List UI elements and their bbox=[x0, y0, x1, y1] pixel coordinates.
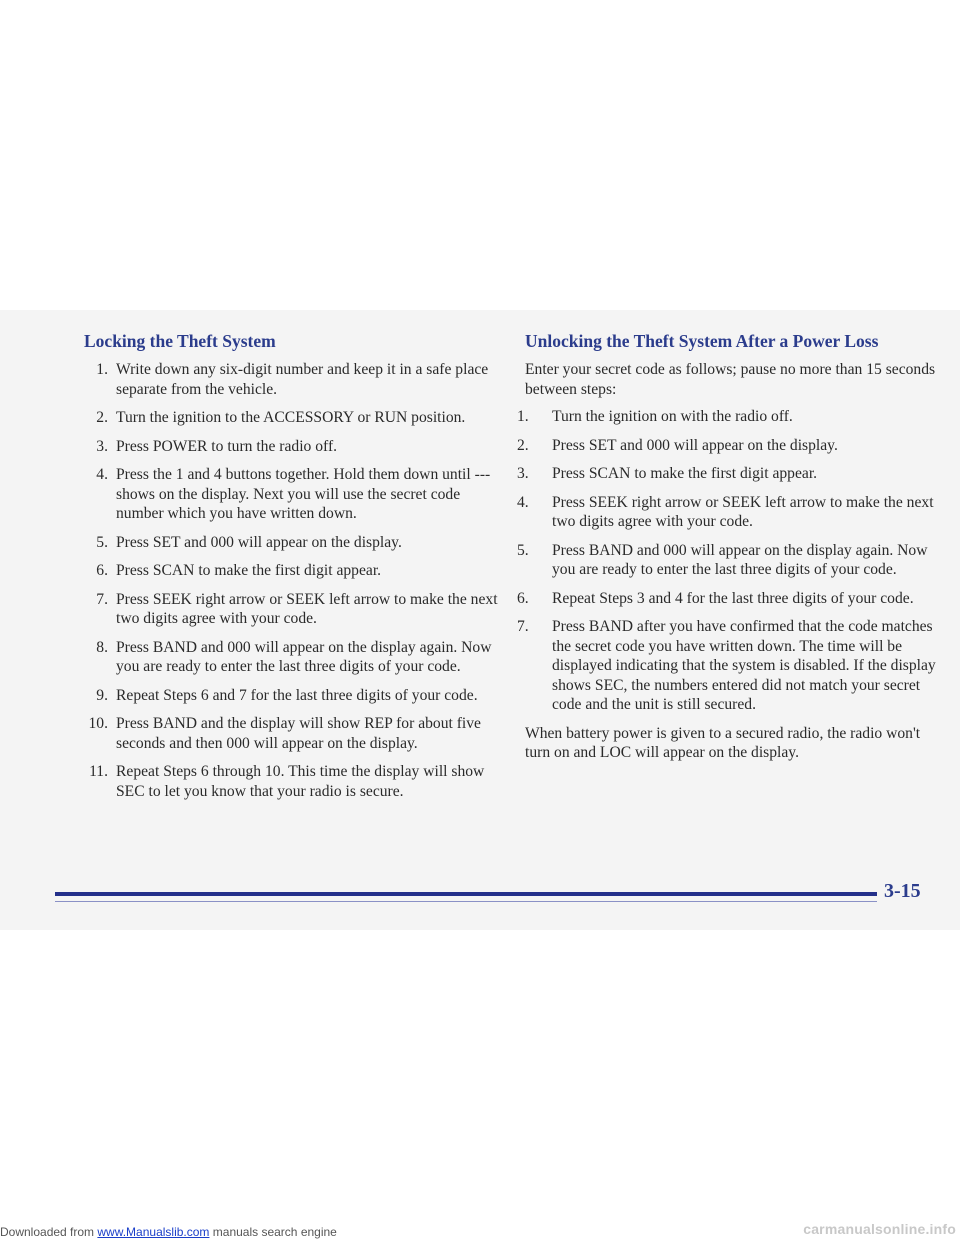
step-number: 9. bbox=[96, 686, 108, 704]
manual-page bbox=[0, 310, 960, 930]
step-number: 3. bbox=[517, 465, 529, 482]
list-item bbox=[517, 407, 940, 427]
list-item bbox=[84, 762, 502, 801]
download-suffix: manuals search engine bbox=[209, 1225, 337, 1239]
section-heading-locking: Locking the Theft System bbox=[84, 331, 276, 351]
list-item bbox=[517, 464, 940, 484]
watermark: carmanualsonline.info bbox=[803, 1221, 956, 1237]
list-item bbox=[84, 533, 502, 553]
step-number: 7. bbox=[517, 618, 529, 635]
download-prefix: Downloaded from bbox=[0, 1225, 98, 1239]
step-number: 11. bbox=[89, 763, 108, 780]
step-number: 5. bbox=[517, 541, 529, 559]
step-text: Write down any six-digit number and keep it in a safe place separate from the vehicle. bbox=[116, 361, 489, 398]
step-number: 5. bbox=[96, 533, 108, 551]
step-text: Press BAND and the display will show REP for about five seconds and then 000 will appear on the display. bbox=[116, 715, 481, 752]
step-text: Press BAND after you have confirmed that the code matches the secret code you have written down. The time will be displayed indicating that the system is disabled. If the display shows SEC, the numbers entered did not match your secret code and the unit is still secured. bbox=[552, 618, 936, 713]
list-item bbox=[517, 436, 940, 456]
list-item bbox=[84, 437, 502, 457]
list-item bbox=[517, 617, 940, 715]
list-item bbox=[84, 638, 502, 677]
step-text: Turn the ignition on with the radio off. bbox=[552, 408, 793, 425]
list-item bbox=[517, 589, 940, 609]
list-item bbox=[84, 714, 502, 753]
step-text: Press SCAN to make the first digit appear. bbox=[552, 465, 818, 482]
step-number: 3. bbox=[96, 437, 108, 455]
unlocking-steps-list bbox=[517, 407, 940, 715]
step-text: Press BAND and 000 will appear on the display again. Now you are ready to enter the last three digits of your code. bbox=[552, 541, 928, 578]
step-number: 2. bbox=[96, 409, 108, 426]
closing-paragraph: When battery power is given to a secured radio, the radio won't turn on and LOC will appear on the display. bbox=[525, 724, 921, 761]
step-text: Press SEEK right arrow or SEEK left arrow to make the next two digits agree with your code. bbox=[116, 590, 498, 627]
list-item bbox=[84, 465, 502, 524]
step-text: Press SET and 000 will appear on the display. bbox=[116, 533, 402, 551]
list-item bbox=[84, 590, 502, 629]
page-number: 3-15 bbox=[884, 880, 921, 902]
step-number: 6. bbox=[517, 589, 529, 607]
step-number: 1. bbox=[517, 408, 529, 425]
intro-paragraph: Enter your secret code as follows; pause no more than 15 seconds between steps: bbox=[525, 361, 936, 398]
download-notice bbox=[0, 1225, 337, 1239]
step-number: 6. bbox=[96, 562, 108, 579]
download-footer bbox=[0, 1217, 960, 1242]
step-text: Repeat Steps 3 and 4 for the last three digits of your code. bbox=[552, 589, 914, 607]
step-number: 2. bbox=[517, 436, 529, 454]
list-item bbox=[517, 493, 940, 532]
step-text: Press SCAN to make the first digit appear. bbox=[116, 562, 382, 579]
step-number: 4. bbox=[517, 493, 529, 511]
list-item bbox=[84, 686, 502, 706]
step-text: Repeat Steps 6 through 10. This time the display will show SEC to let you know that your radio is secure. bbox=[116, 763, 485, 800]
step-number: 1. bbox=[96, 361, 108, 378]
list-item bbox=[517, 541, 940, 580]
step-number: 4. bbox=[96, 466, 108, 483]
list-item bbox=[84, 408, 502, 428]
right-column bbox=[517, 330, 940, 771]
locking-steps-list bbox=[84, 360, 502, 801]
step-text: Press SEEK right arrow or SEEK left arrow to make the next two digits agree with your code. bbox=[552, 493, 934, 530]
divider-thick bbox=[55, 892, 877, 896]
manualslib-link[interactable]: www.Manualslib.com bbox=[97, 1225, 210, 1239]
section-heading-unlocking: Unlocking the Theft System After a Power Loss bbox=[525, 331, 879, 351]
step-text: Turn the ignition to the ACCESSORY or RUN position. bbox=[116, 409, 466, 426]
list-item bbox=[84, 360, 502, 399]
step-text: Repeat Steps 6 and 7 for the last three digits of your code. bbox=[116, 686, 478, 704]
step-number: 10. bbox=[88, 715, 108, 732]
left-column bbox=[84, 330, 502, 810]
step-text: Press SET and 000 will appear on the display. bbox=[552, 436, 838, 454]
divider-thin bbox=[55, 901, 877, 902]
step-text: Press the 1 and 4 buttons together. Hold them down until --- shows on the display. Next you will use the secret code number which you have written down. bbox=[116, 466, 491, 522]
step-number: 7. bbox=[96, 590, 108, 608]
step-number: 8. bbox=[96, 638, 108, 656]
step-text: Press POWER to turn the radio off. bbox=[116, 437, 338, 455]
list-item bbox=[84, 561, 502, 581]
step-text: Press BAND and 000 will appear on the display again. Now you are ready to enter the last three digits of your code. bbox=[116, 638, 492, 675]
